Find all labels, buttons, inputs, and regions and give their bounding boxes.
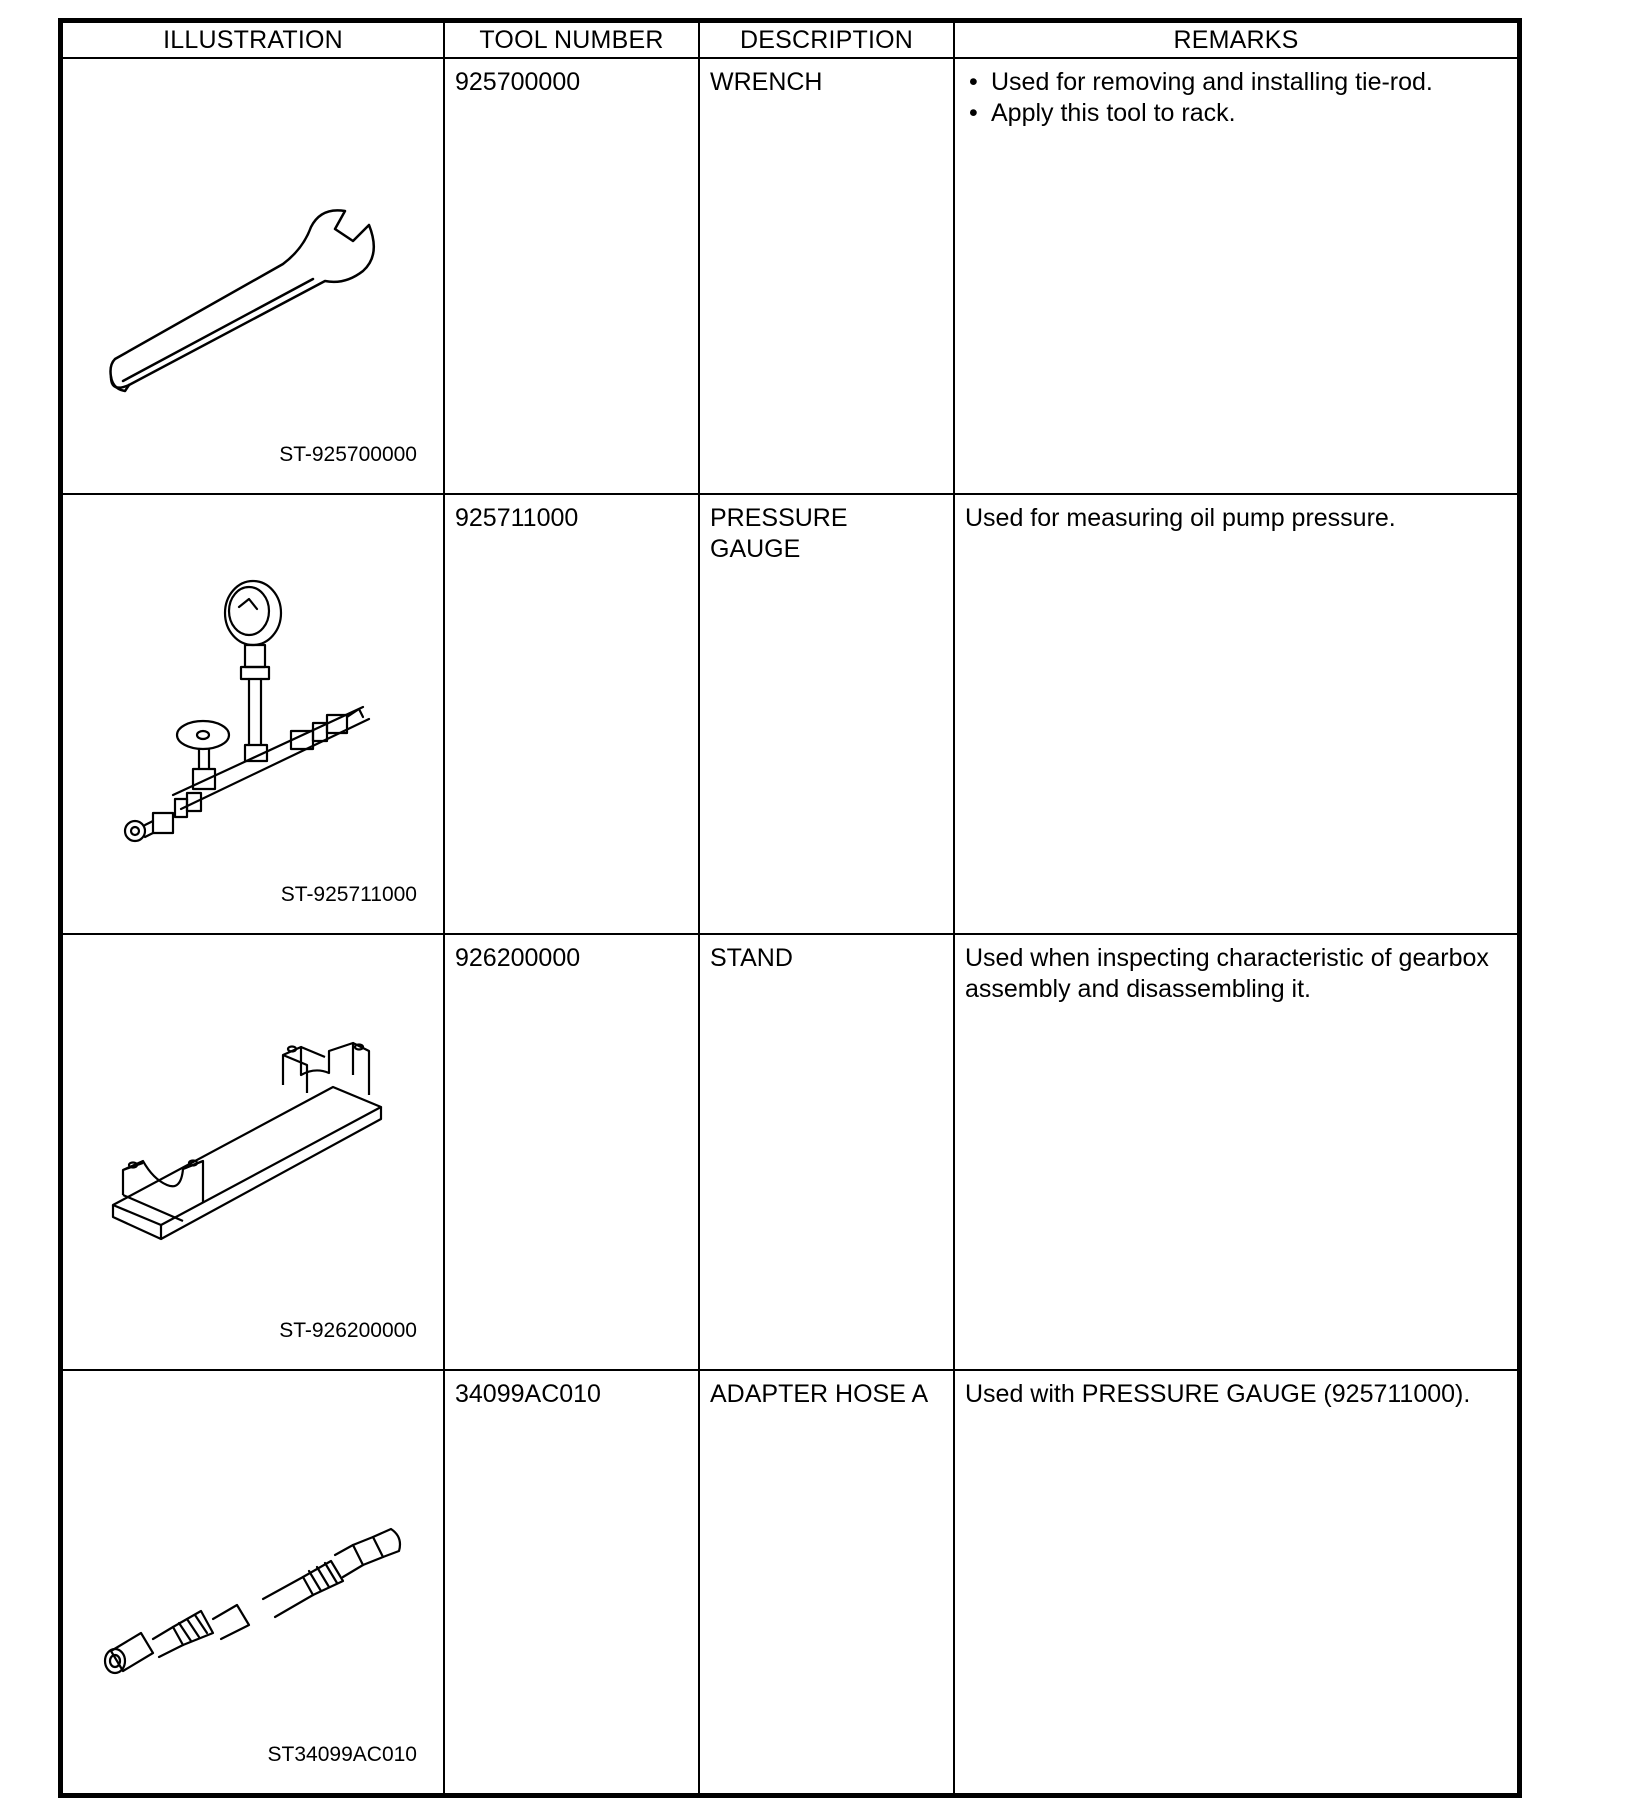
illustration-cell (62, 934, 444, 1370)
header-tool-number: TOOL NUMBER (444, 22, 699, 58)
tool-number-cell: 34099AC010 (444, 1370, 699, 1794)
description-cell: PRESSURE GAUGE (699, 494, 954, 934)
tool-number-cell: 925700000 (444, 58, 699, 494)
header-description: DESCRIPTION (699, 22, 954, 58)
adapter-hose-icon (63, 1371, 443, 1791)
illustration-cell (62, 58, 444, 494)
remarks-cell (954, 58, 1518, 494)
illustration-code: ST-926200000 (279, 1319, 417, 1342)
illustration-code: ST-925700000 (279, 443, 417, 466)
remarks-cell: Used with PRESSURE GAUGE (925711000). (954, 1370, 1518, 1794)
wrench-icon (63, 59, 443, 489)
tool-number-cell: 925711000 (444, 494, 699, 934)
header-illustration: ILLUSTRATION (62, 22, 444, 58)
remarks-cell: Used when inspecting characteristic of gearbox assembly and disassembling it. (954, 934, 1518, 1370)
illustration-cell (62, 1370, 444, 1794)
header-row (62, 22, 1518, 58)
description-cell: STAND (699, 934, 954, 1370)
illustration-code: ST34099AC010 (267, 1743, 417, 1766)
remarks-list (965, 67, 1507, 129)
header-remarks: REMARKS (954, 22, 1518, 58)
description-cell: ADAPTER HOSE A (699, 1370, 954, 1794)
table-row (62, 934, 1518, 1370)
table-row (62, 494, 1518, 934)
illustration-code: ST-925711000 (280, 883, 417, 906)
table-row (62, 58, 1518, 494)
table-row (62, 1370, 1518, 1794)
remark-item: • Apply this tool to rack. (965, 98, 1507, 129)
illustration-cell (62, 494, 444, 934)
stand-icon (63, 935, 443, 1365)
tool-number-cell: 926200000 (444, 934, 699, 1370)
description-cell: WRENCH (699, 58, 954, 494)
special-tools-table (58, 18, 1522, 1798)
remark-item: • Used for removing and installing tie-rod. (965, 67, 1507, 98)
pressure-gauge-icon (63, 495, 443, 925)
remarks-cell: Used for measuring oil pump pressure. (954, 494, 1518, 934)
